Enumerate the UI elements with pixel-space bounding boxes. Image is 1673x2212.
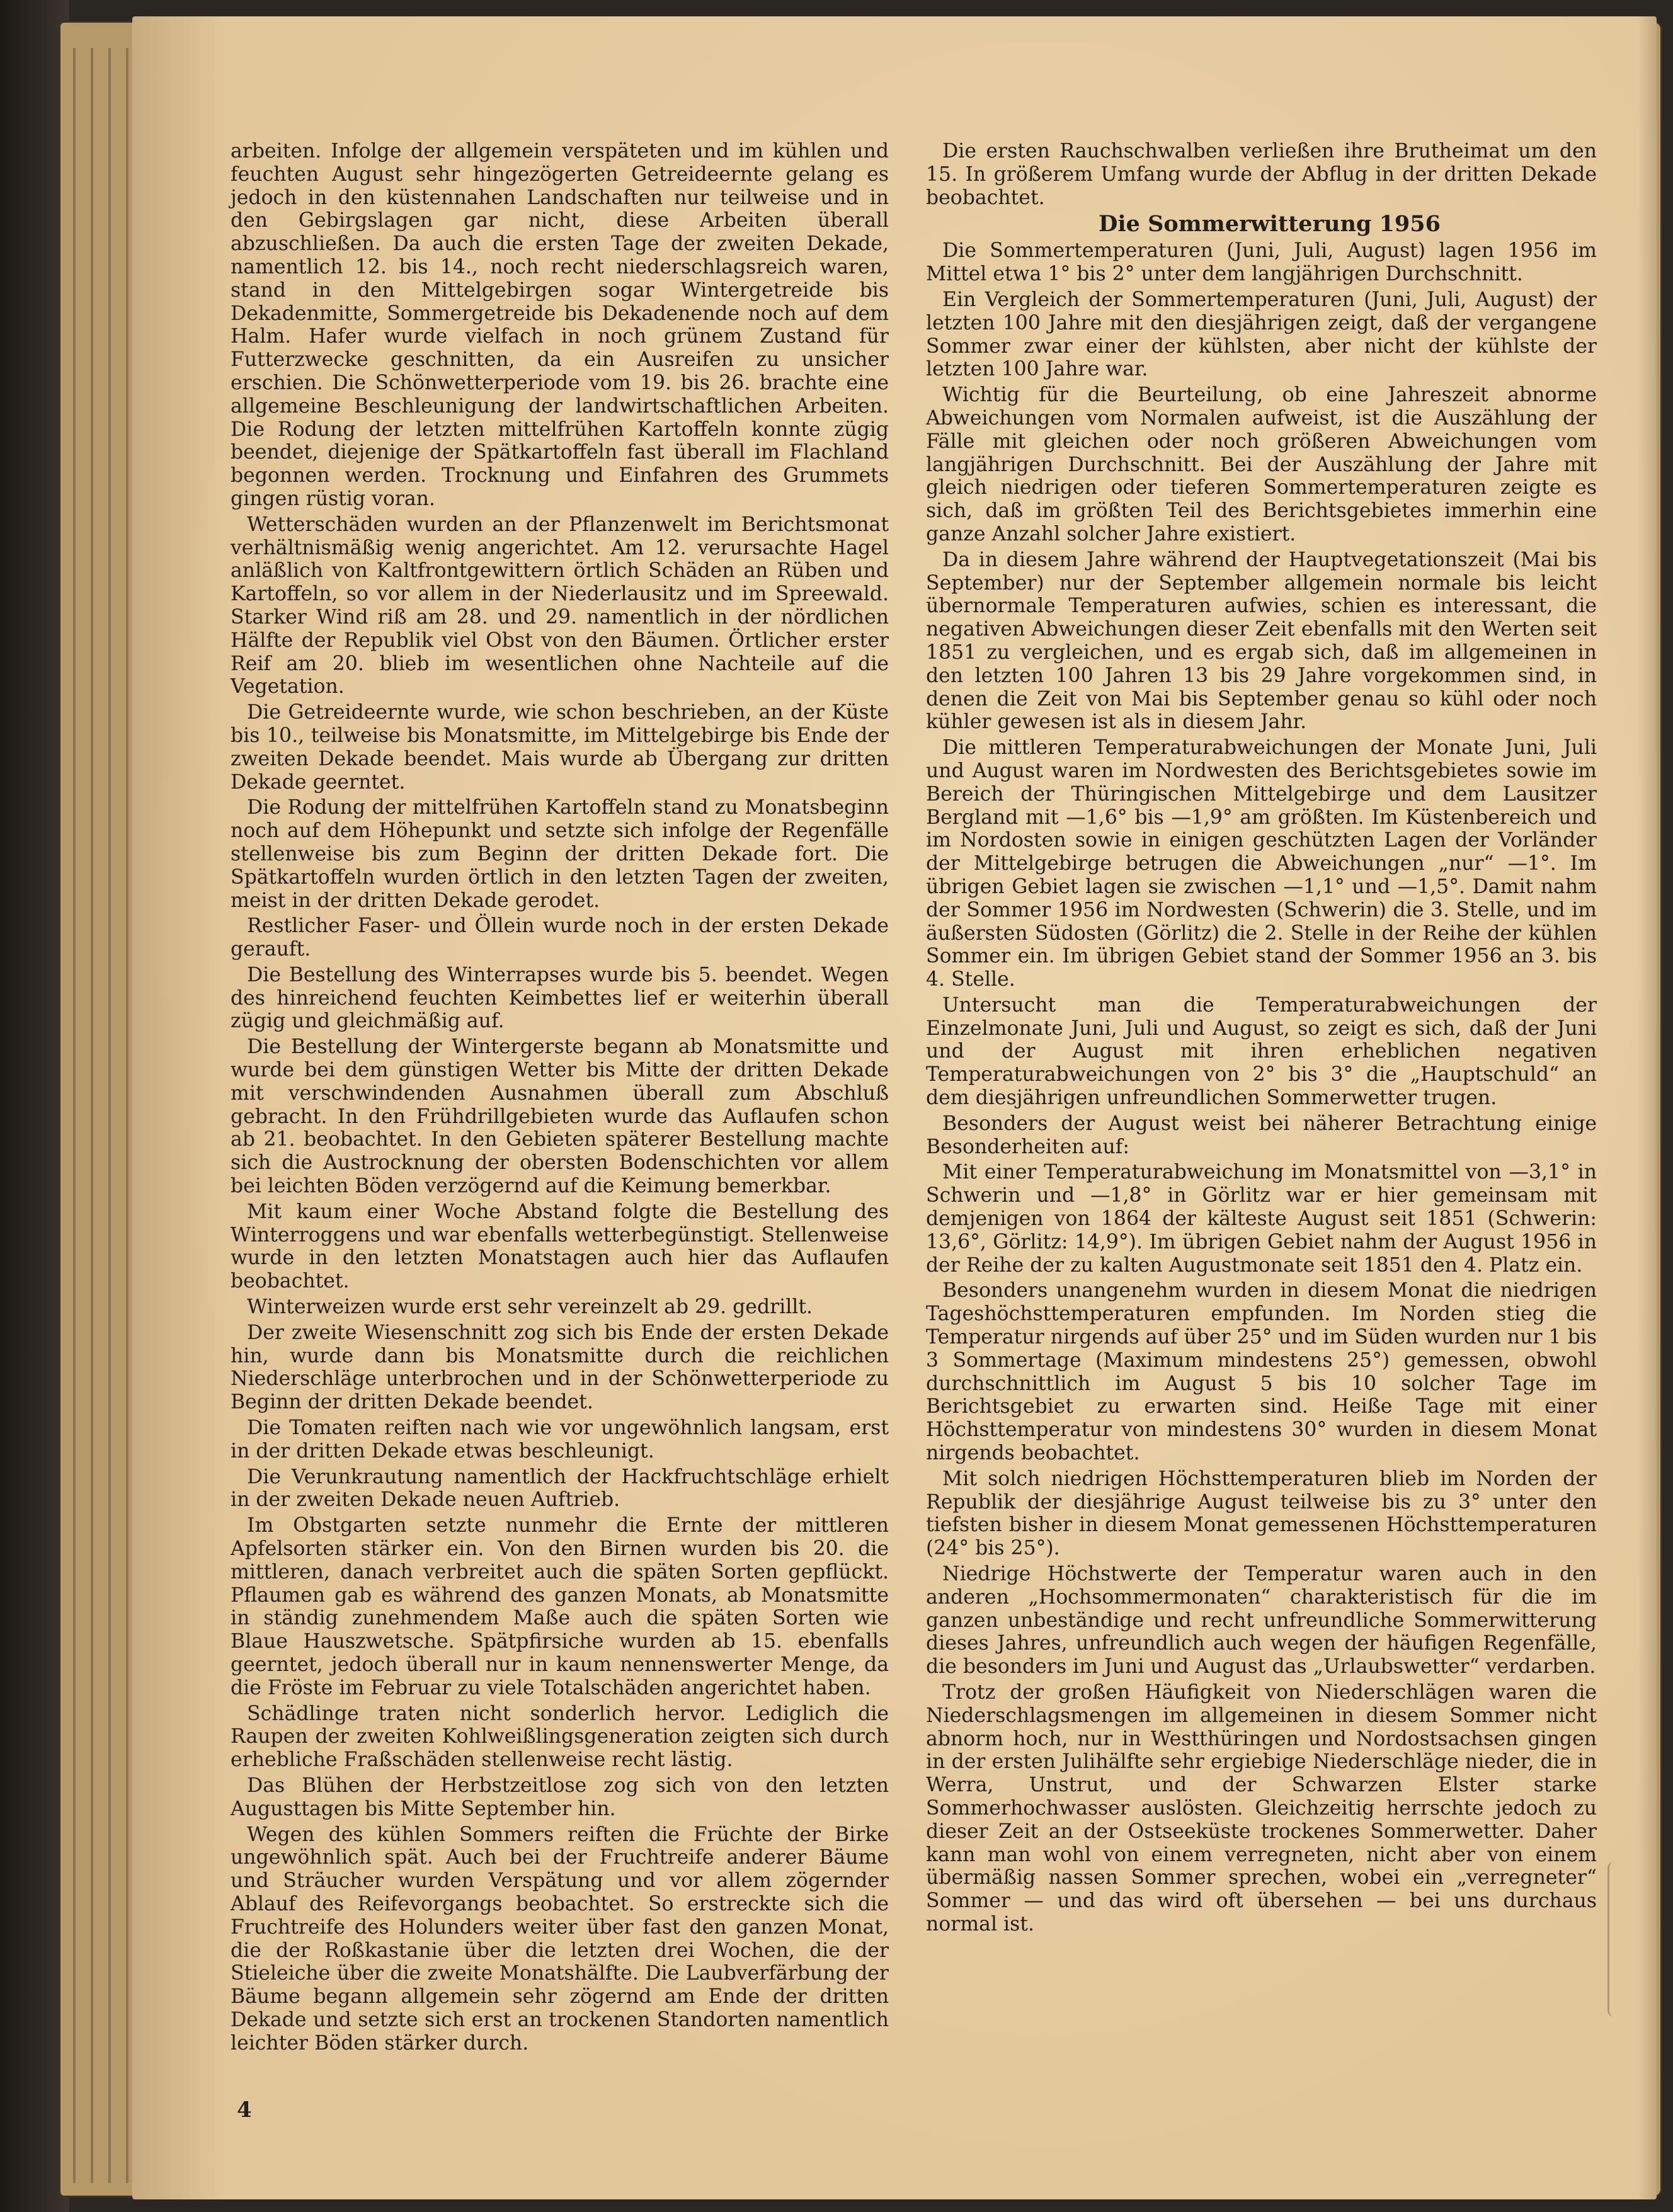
page-edge-line <box>91 48 93 2183</box>
paragraph: Die ersten Rauchschwalben verließen ihre Brutheimat um den 15. In größerem Umfang wurde der Abflug in der dritten Dekade beobachtet. <box>926 140 1597 209</box>
paragraph: Der zweite Wiesenschnitt zog sich bis Ende der ersten Dekade hin, wurde dann bis Monatsmitte durch die reichlichen Niederschläge unterbrochen und in der Schönwetterperiode zu Beginn der dritten Dekade beendet. <box>231 1321 889 1414</box>
page-edge-line <box>126 48 128 2183</box>
paragraph: Besonders unangenehm wurden in diesem Monat die niedrigen Tageshöchsttemperaturen empfunden. Im Norden stieg die Temperatur nirgends auf über 25° und im Süden wurden nur 1 bis 3 Sommertage (Maximum mindestens 25°) gemessen, obwohl durchschnittlich im August 5 bis 10 solcher Tage im Berichtsgebiet zu erwarten sind. Heiße Tage mit einer Höchsttemperatur von mindestens 30° wurden in diesem Monat nirgends beobachtet. <box>926 1279 1597 1465</box>
paragraph: Mit einer Temperaturabweichung im Monatsmittel von —3,1° in Schwerin und —1,8° in Görlitz war er hier gemeinsam mit demjenigen von 1864 der kälteste August seit 1851 (Schwerin: 13,6°, Görlitz: 14,9°). Im übrigen Gebiet nahm der August 1956 in der Reihe der zu kalten Augustmonate seit 1851 den 4. Platz ein. <box>926 1161 1597 1277</box>
margin-pencil-mark <box>1607 1862 1618 2017</box>
paragraph: Winterweizen wurde erst sehr vereinzelt ab 29. gedrillt. <box>247 1296 813 1319</box>
paragraph: Die Getreideernte wurde, wie schon beschrieben, an der Küste bis 10., teilweise bis Monatsmitte, im Mittelgebirge bis Ende der zweiten Dekade beendet. Mais wurde ab Übergang zur dritten Dekade geerntet. <box>231 701 889 794</box>
book-binding <box>0 0 69 2212</box>
right-column <box>926 140 1597 1939</box>
page-edge-line <box>73 48 76 2183</box>
paragraph: Die mittleren Temperaturabweichungen der Monate Juni, Juli und August waren im Nordwesten des Berichtsgebietes sowie im Bereich der Thüringischen Mittelgebirge und dem Lausitzer Bergland mit —1,6° bis —1,9° am größten. Im Küstenbereich und im Nordosten sowie in einigen geschützten Lagen der Vorländer der Mittelgebirge betrugen die Abweichungen „nur“ —1°. Im übrigen Gebiet lagen sie zwischen —1,1° und —1,5°. Damit nahm der Sommer 1956 im Nordwesten (Schwerin) die 3. Stelle, und im äußersten Südosten (Görlitz) die 2. Stelle in der Reihe der kühlen Sommer ein. Im übrigen Gebiet stand der Sommer 1956 an 3. bis 4. Stelle. <box>926 736 1597 991</box>
paragraph: Die Rodung der mittelfrühen Kartoffeln stand zu Monatsbeginn noch auf dem Höhepunkt und setzte sich infolge der Regenfälle stellenweise bis zum Beginn der dritten Dekade fort. Die Spätkartoffeln wurden örtlich in den letzten Tagen der zweiten, meist in der dritten Dekade gerodet. <box>231 796 889 912</box>
paragraph: Die Bestellung der Wintergerste begann ab Monatsmitte und wurde bei dem günstigen Wetter bis Mitte der dritten Dekade mit verschwindenden Ausnahmen überall zum Abschluß gebracht. In den Frühdrillgebieten wurde das Auflaufen schon ab 21. beobachtet. In den Gebieten späterer Bestellung machte sich die Austrocknung der obersten Bodenschichten vor allem bei leichten Böden verzögernd auf die Keimung bemerkbar. <box>231 1035 889 1198</box>
paragraph: Im Obstgarten setzte nunmehr die Ernte der mittleren Apfelsorten stärker ein. Von den Birnen wurden bis 20. die mittleren, danach verbreitet auch die späten Sorten gepflückt. Pflaumen gab es während des ganzen Monats, ab Monatsmitte in ständig zunehmendem Maße auch die späten Sorten wie Blaue Hauszwetsche. Spätpfirsiche wurden ab 15. ebenfalls geerntet, jedoch überall nur in kaum nennenswerter Menge, da die Fröste im Februar zu viele Totalschäden angerichtet haben. <box>231 1514 889 1699</box>
section-heading: Die Sommerwitterung 1956 <box>1099 211 1441 237</box>
paragraph: Trotz der großen Häufigkeit von Niederschlägen waren die Niederschlagsmengen im allgemeinen in diesem Sommer nicht abnorm hoch, nur in Westthüringen und Nordostsachsen gingen in der ersten Julihälfte sehr ergiebige Niederschläge nieder, die in Werra, Unstrut, und der Schwarzen Elster starke Sommerhochwasser auslösten. Gleichzeitig herrschte jedoch zu dieser Zeit an der Ostseeküste trockenes Sommerwetter. Daher kann man wohl von einem verregneten, nicht aber von einem übermäßig nassen Sommer sprechen, wobei ein „verregneter“ Sommer — und das wird oft übersehen — bei uns durchaus normal ist. <box>926 1681 1597 1936</box>
left-column <box>231 140 889 2058</box>
paragraph: Schädlinge traten nicht sonderlich hervor. Lediglich die Raupen der zweiten Kohlweißlingsgeneration zeigten sich durch erhebliche Fraßschäden stellenweise recht lästig. <box>231 1702 889 1772</box>
page-number: 4 <box>237 2097 252 2123</box>
paragraph: Die Sommertemperaturen (Juni, Juli, August) lagen 1956 im Mittel etwa 1° bis 2° unter dem langjährigen Durchschnitt. <box>926 239 1597 286</box>
paragraph: Besonders der August weist bei näherer Betrachtung einige Besonderheiten auf: <box>926 1112 1597 1158</box>
paragraph: Mit solch niedrigen Höchsttemperaturen blieb im Norden der Republik der diesjährige August teilweise bis zu 3° unter den tiefsten bisher in diesem Monat gemessenen Höchsttemperaturen (24° bis 25°). <box>926 1467 1597 1560</box>
paragraph: Untersucht man die Temperaturabweichungen der Einzelmonate Juni, Juli und August, so zeigt es sich, daß der Juni und der August mit ihren erheblichen negativen Temperaturabweichungen von 2° bis 3° die „Hauptschuld“ an dem diesjährigen unfreundlichen Sommerwetter trugen. <box>926 993 1597 1110</box>
paragraph: Restlicher Faser- und Öllein wurde noch in der ersten Dekade gerauft. <box>231 915 889 961</box>
document-page <box>132 16 1657 2199</box>
paragraph: Wichtig für die Beurteilung, ob eine Jahreszeit abnorme Abweichungen vom Normalen aufweist, ist die Auszählung der Fälle mit gleichen oder noch größeren Abweichungen vom langjährigen Durchschnitt. Bei der Auszählung der Jahre mit gleich niedrigen oder tieferen Sommertemperaturen zeigte es sich, daß im größten Teil des Berichtsgebietes immerhin eine ganze Anzahl solcher Jahre existiert. <box>926 384 1597 545</box>
paragraph: Mit kaum einer Woche Abstand folgte die Bestellung des Winterroggens und war ebenfalls wetterbegünstigt. Stellenweise wurde in den letzten Monatstagen auch hier das Auflaufen beobachtet. <box>231 1200 889 1293</box>
paragraph: Ein Vergleich der Sommertemperaturen (Juni, Juli, August) der letzten 100 Jahre mit den diesjährigen zeigt, daß der vergangene Sommer zwar einer der kühlsten, aber nicht der kühlste der letzten 100 Jahre war. <box>926 288 1597 381</box>
paragraph: Wegen des kühlen Sommers reiften die Früchte der Birke ungewöhnlich spät. Auch bei der Fruchtreife anderer Bäume und Sträucher wurden Verspätung und vor allem zögernder Ablauf des Reifevorgangs beobachtet. So erstreckte sich die Fruchtreife des Holunders weiter über fast den ganzen Monat, die der Roßkastanie über die letzten drei Wochen, die der Stieleiche über die zweite Monatshälfte. Die Laubverfärbung der Bäume begann allgemein sehr zögernd am Ende der dritten Dekade und setzte sich erst an trockenen Standorten namentlich leichter Böden stärker durch. <box>231 1823 889 2055</box>
page-shadow <box>1638 16 1657 2199</box>
paragraph: arbeiten. Infolge der allgemein verspäteten und im kühlen und feuchten August sehr hingezögerten Getreideernte gelang es jedoch in den küstennahen Landschaften nur teilweise und in den Gebirgslagen gar nicht, diese Arbeiten überall abzuschließen. Da auch die ersten Tage der zweiten Dekade, namentlich 12. bis 14., noch recht niederschlagsreich waren, stand in den Mittelgebirgen sogar Wintergetreide bis Dekadenmitte, Sommergetreide bis Dekadenende noch auf dem Halm. Hafer wurde vielfach in noch grünem Zustand für Futterzwecke geschnitten, da ein Ausreifen zu unsicher erschien. Die Schönwetterperiode vom 19. bis 26. brachte eine allgemeine Beschleunigung der landwirtschaftlichen Arbeiten. Die Rodung der letzten mittelfrühen Kartoffeln konnte zügig beendet, diejenige der Spätkartoffeln fast überall im Flachland begonnen werden. Trocknung und Einfahren des Grummets gingen rüstig voran. <box>231 140 889 510</box>
paragraph: Die Verunkrautung namentlich der Hackfruchtschläge erhielt in der zweiten Dekade neuen Auftrieb. <box>231 1465 889 1512</box>
paragraph: Wetterschäden wurden an der Pflanzenwelt im Berichtsmonat verhältnismäßig wenig angerichtet. Am 12. verursachte Hagel anläßlich von Kaltfrontgewittern örtlich Schäden an Rüben und Kartoffeln, so vor allem in der Niederlausitz und im Spreewald. Starker Wind riß am 28. und 29. namentlich in der nördlichen Hälfte der Republik viel Obst von den Bäumen. Örtlicher erster Reif am 20. blieb im wesentlichen ohne Nachteile auf die Vegetation. <box>231 513 889 698</box>
paragraph: Das Blühen der Herbstzeitlose zog sich von den letzten Augusttagen bis Mitte September hin. <box>231 1774 889 1820</box>
paragraph: Die Tomaten reiften nach wie vor ungewöhnlich langsam, erst in der dritten Dekade etwas beschleunigt. <box>231 1417 889 1462</box>
page-edge-line <box>108 48 111 2183</box>
paragraph: Niedrige Höchstwerte der Temperatur waren auch in den anderen „Hochsommermonaten“ charakteristisch für die im ganzen unbeständige und recht unfreundliche Sommerwitterung dieses Jahres, unfreundlich auch wegen der häufigen Regenfälle, die besonders im Juni und August das „Urlaubswetter“ verdarben. <box>926 1563 1597 1679</box>
paragraph: Da in diesem Jahre während der Hauptvegetationszeit (Mai bis September) nur der September allgemein normale bis leicht übernormale Temperaturen aufwies, schien es interessant, die negativen Abweichungen dieser Zeit ebenfalls mit den Werten seit 1851 zu vergleichen, und es ergab sich, daß im allgemeinen in den letzten 100 Jahren 13 bis 29 Jahre vorgekommen sind, in denen die Zeit von Mai bis September genau so kühl oder noch kühler gewesen ist als in diesem Jahr. <box>926 548 1597 734</box>
paragraph: Die Bestellung des Winterrapses wurde bis 5. beendet. Wegen des hinreichend feuchten Keimbettes lief er weiterhin überall zügig und gleichmäßig auf. <box>231 963 889 1033</box>
